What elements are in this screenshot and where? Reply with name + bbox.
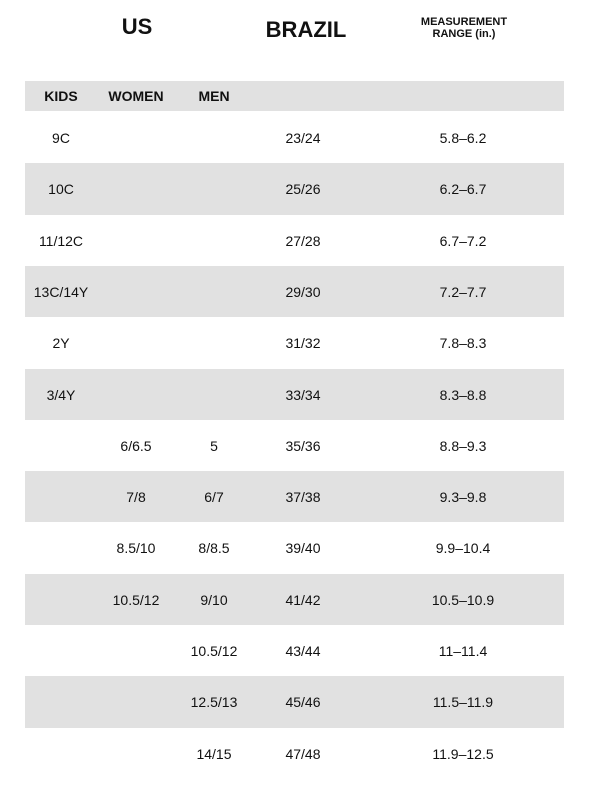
measurement-range-cell: 8.8–9.3 — [439, 437, 487, 454]
men-cell: 8/8.5 — [198, 540, 230, 556]
women-cell: 6/6.5 — [120, 437, 152, 454]
kids-cell: 13C/14Y — [33, 283, 89, 300]
brazil-size-cell: 41/42 — [285, 591, 321, 608]
table-row — [25, 471, 564, 522]
brazil-size-cell: 43/44 — [285, 642, 321, 659]
women-cell — [97, 625, 175, 676]
men-column-header: MEN — [198, 88, 230, 104]
men-cell — [175, 215, 253, 266]
measurement-range-cell: 10.5–10.9 — [431, 591, 495, 608]
measurement-range-cell: 9.3–9.8 — [439, 488, 487, 505]
measurement-range-cell: 7.8–8.3 — [439, 335, 487, 351]
brazil-size-cell: 33/34 — [285, 386, 321, 403]
measurement-header-line2: RANGE (in.) — [432, 28, 496, 40]
women-column-header: WOMEN — [108, 88, 164, 104]
men-cell — [175, 317, 253, 369]
table-row — [25, 676, 564, 728]
measurement-range-cell: 9.9–10.4 — [435, 540, 491, 556]
table-row — [25, 369, 564, 420]
brazil-size-cell: 39/40 — [285, 540, 321, 556]
brazil-size-cell: 27/28 — [285, 232, 321, 249]
kids-cell: 10C — [48, 181, 74, 197]
table-row — [25, 574, 564, 625]
measurement-range-cell: 11–11.4 — [438, 642, 488, 659]
women-cell — [97, 215, 175, 266]
brazil-size-cell: 25/26 — [285, 181, 321, 197]
table-row — [25, 112, 564, 163]
kids-cell — [25, 574, 97, 625]
brazil-size-cell: 35/36 — [285, 437, 321, 454]
table-row — [25, 625, 564, 676]
us-header: US — [121, 14, 153, 39]
measurement-header-line1: MEASUREMENT — [420, 16, 508, 28]
table-row — [25, 266, 564, 317]
brazil-size-cell: 23/24 — [285, 129, 321, 146]
women-cell — [97, 112, 175, 163]
kids-cell — [25, 728, 97, 779]
table-row — [25, 728, 564, 779]
brazil-size-cell: 31/32 — [285, 335, 321, 351]
kids-cell — [25, 471, 97, 522]
table-row — [25, 215, 564, 266]
brazil-size-cell: 29/30 — [285, 283, 321, 300]
measurement-range-cell: 8.3–8.8 — [439, 386, 487, 403]
measurement-range-header — [400, 16, 528, 40]
women-cell — [97, 676, 175, 728]
brazil-size-cell: 45/46 — [285, 694, 321, 710]
women-cell — [97, 369, 175, 420]
women-cell: 7/8 — [126, 488, 146, 505]
women-cell — [97, 317, 175, 369]
men-cell — [175, 369, 253, 420]
men-cell: 10.5/12 — [190, 642, 238, 659]
kids-cell: 11/12C — [38, 232, 84, 249]
kids-column-header: KIDS — [44, 88, 78, 104]
kids-cell: 2Y — [52, 335, 70, 351]
kids-cell — [25, 625, 97, 676]
measurement-range-cell: 7.2–7.7 — [439, 283, 487, 300]
kids-cell — [25, 522, 97, 574]
measurement-range-cell: 11.5–11.9 — [432, 694, 494, 710]
table-row — [25, 317, 564, 369]
kids-cell: 3/4Y — [46, 386, 76, 403]
measurement-range-cell: 6.2–6.7 — [439, 181, 487, 197]
women-cell — [97, 266, 175, 317]
kids-cell: 9C — [52, 129, 70, 146]
men-cell — [175, 163, 253, 215]
men-cell — [175, 112, 253, 163]
men-cell: 9/10 — [200, 591, 228, 608]
table-row — [25, 420, 564, 471]
brazil-size-cell: 47/48 — [285, 745, 321, 762]
table-row — [25, 163, 564, 215]
men-cell: 5 — [210, 437, 218, 454]
measurement-range-cell: 5.8–6.2 — [439, 129, 487, 146]
women-cell — [97, 163, 175, 215]
women-cell — [97, 728, 175, 779]
men-cell: 14/15 — [196, 745, 232, 762]
brazil-header: BRAZIL — [265, 17, 347, 42]
kids-cell — [25, 420, 97, 471]
brazil-size-cell: 37/38 — [285, 488, 321, 505]
column-subheader-row — [25, 81, 564, 111]
men-cell: 6/7 — [204, 488, 224, 505]
kids-cell — [25, 676, 97, 728]
women-cell: 10.5/12 — [112, 591, 160, 608]
men-cell — [175, 266, 253, 317]
table-row — [25, 522, 564, 574]
measurement-range-cell: 6.7–7.2 — [439, 232, 487, 249]
men-cell: 12.5/13 — [190, 694, 238, 710]
women-cell: 8.5/10 — [116, 540, 156, 556]
measurement-range-cell: 11.9–12.5 — [432, 745, 494, 762]
